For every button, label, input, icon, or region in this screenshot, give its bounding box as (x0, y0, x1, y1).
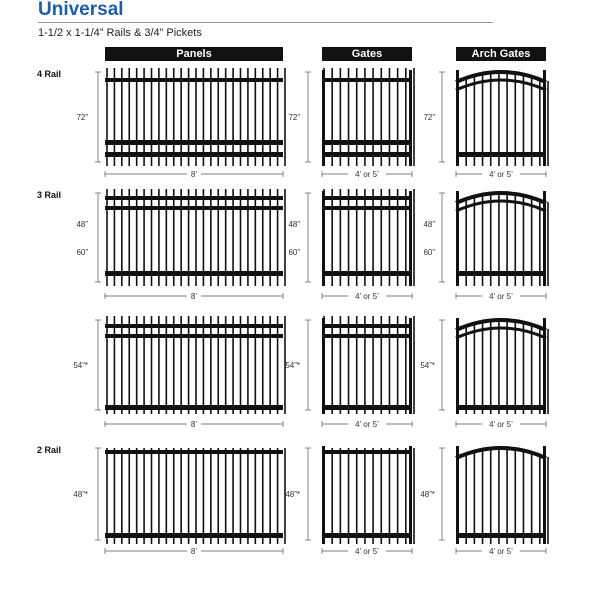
height-label: 72” (288, 113, 300, 122)
rail (322, 450, 412, 454)
gate-post (409, 318, 412, 414)
column-header-panels: Panels (105, 47, 283, 61)
column-header-arch-gates: Arch Gates (456, 47, 546, 61)
width-label: 4’ or 5’ (489, 420, 513, 429)
height-label: 72” (76, 113, 88, 122)
gate-drawing (305, 446, 414, 555)
rail (105, 324, 283, 328)
gate-post (456, 318, 459, 414)
rail (322, 533, 412, 538)
gate-drawing (305, 68, 414, 178)
rail (105, 271, 283, 276)
height-label: 48”* (73, 490, 88, 499)
rail (105, 450, 283, 454)
width-label: 4’ or 5’ (355, 292, 379, 301)
row-label: 4 Rail (37, 69, 62, 79)
rail (322, 324, 412, 328)
height-label: 54”* (73, 361, 88, 370)
rail (456, 405, 546, 410)
gate-post (543, 70, 546, 166)
width-label: 8’ (190, 292, 198, 301)
rail (456, 533, 546, 538)
width-label: 4’ or 5’ (489, 547, 513, 556)
rail (105, 405, 283, 410)
rail (105, 196, 283, 200)
gate-drawing (305, 189, 414, 300)
height-label: 60” (76, 248, 88, 257)
rail (322, 405, 412, 410)
width-label: 4’ or 5’ (355, 170, 379, 179)
width-label: 4’ or 5’ (489, 292, 513, 301)
panel-drawing (95, 189, 285, 300)
panel-drawing (95, 316, 285, 428)
rail (105, 140, 283, 145)
page-subtitle: 1-1/2 x 1-1/4” Rails & 3/4” Pickets (38, 27, 202, 39)
page-title: Universal (38, 0, 124, 20)
rail (456, 152, 546, 157)
gate-post (543, 318, 546, 414)
arch-gate-drawing (439, 318, 548, 428)
arch-gate-drawing (439, 70, 548, 178)
rail (322, 206, 412, 210)
arch-rail (456, 80, 546, 90)
gate-post (456, 191, 459, 286)
arch-gate-drawing (439, 191, 548, 300)
gate-post (456, 70, 459, 166)
height-label: 48” (76, 220, 88, 229)
height-label: 48” (288, 220, 300, 229)
rail (105, 78, 283, 82)
row-label: 2 Rail (37, 445, 62, 455)
height-label: 54”* (285, 361, 300, 370)
height-label: 54”* (420, 361, 435, 370)
width-label: 4’ or 5’ (355, 420, 379, 429)
row-label: 3 Rail (37, 190, 62, 200)
panel-drawing (95, 448, 285, 555)
gate-post (409, 191, 412, 286)
panel-drawing (95, 68, 285, 178)
rail (105, 206, 283, 210)
gate-post (322, 318, 325, 414)
height-label: 48”* (285, 490, 300, 499)
height-label: 48”* (420, 490, 435, 499)
height-label: 60” (288, 248, 300, 257)
gate-post (322, 446, 325, 544)
height-label: 60” (423, 248, 435, 257)
gate-post (543, 191, 546, 286)
gate-post (456, 446, 459, 544)
rail (105, 334, 283, 338)
height-label: 48” (423, 220, 435, 229)
arch-gate-drawing (439, 446, 548, 555)
gate-post (322, 191, 325, 286)
height-label: 72” (423, 113, 435, 122)
arch-rail (456, 448, 546, 458)
rail (322, 140, 412, 145)
width-label: 8’ (190, 547, 198, 556)
rail (105, 533, 283, 538)
arch-rail (456, 201, 546, 211)
gate-post (409, 70, 412, 166)
gate-post (543, 446, 546, 544)
arch-rail (456, 328, 546, 338)
rail (322, 271, 412, 276)
rail (322, 334, 412, 338)
width-label: 8’ (190, 170, 198, 179)
width-label: 4’ or 5’ (355, 547, 379, 556)
gate-drawing (305, 316, 414, 428)
column-header-gates: Gates (322, 47, 412, 61)
width-label: 8’ (190, 420, 198, 429)
rail (322, 196, 412, 200)
gate-post (409, 446, 412, 544)
rail (322, 152, 412, 157)
width-label: 4’ or 5’ (489, 170, 513, 179)
rail (105, 152, 283, 157)
rail (456, 271, 546, 276)
rail (322, 78, 412, 82)
gate-post (322, 70, 325, 166)
